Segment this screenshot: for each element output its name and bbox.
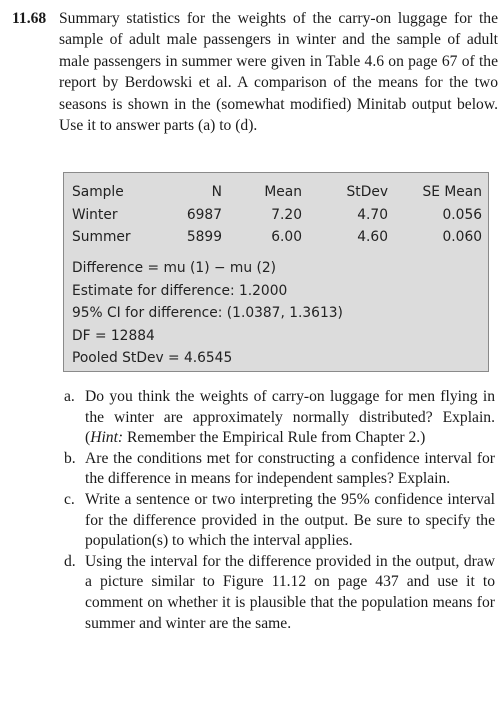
degrees-of-freedom-line: DF = 12884 [72,327,155,344]
pooled-stdev-line: Pooled StDev = 4.6545 [72,350,233,367]
difference-line: Difference = mu (1) − mu (2) [72,260,277,276]
exercise-block [12,8,498,136]
cell-se-mean: 0.056 [442,206,482,223]
hint-label: Hint: [90,429,124,447]
exercise-number: 11.68 [12,10,47,27]
cell-n: 5899 [186,229,222,246]
header-se-mean: SE Mean [422,184,482,201]
header-mean: Mean [264,184,302,201]
exercise-intro-text: Summary statistics for the weights of the carry-on luggage for the sample of adult male passengers in winter and the sample of adult male passengers in summer were given in Table 4.6 on page 67 of the report by Berdowski et al. A comparison of the means for the two seasons is shown in the (somewhat modified) Minitab output below. Use it to answer parts (a) to (d). [59,10,498,135]
part-text: Write a sentence or two interpreting the 95% confidence interval for the difference provided in the output. Be sure to specify the population(s) to which the interval applies. [85,490,495,550]
cell-stdev: 4.60 [357,229,388,246]
minitab-stats-lines [72,257,343,370]
cell-mean: 6.00 [271,229,302,246]
table-row [72,204,482,227]
list-item [63,552,495,634]
header-n: N [211,184,222,201]
part-letter: c. [64,490,75,508]
cell-mean: 7.20 [271,206,302,223]
part-letter: a. [64,388,75,405]
part-text: Using the interval for the difference provided in the output, draw a picture similar to Figure 11.12 on page 437 and use it to comment on whether it is plausible that the population means for summer and winter are the same. [85,552,495,632]
exercise-intro-paragraph [12,8,498,136]
table-row [72,226,482,249]
minitab-summary-table [72,181,482,249]
part-letter: b. [64,449,76,467]
header-stdev: StDev [346,184,388,201]
header-sample: Sample [72,184,124,201]
part-text-before: Do you think the weights of carry-on luggage for men flying in the winter are approximately normally distributed? Explain. ( [85,388,495,447]
list-item [63,490,495,552]
cell-n: 6987 [186,206,222,223]
part-text: Are the conditions met for constructing a confidence interval for the difference in means for independent samples? Explain. [85,449,495,488]
cell-sample: Summer [72,229,131,246]
cell-stdev: 4.70 [357,206,388,223]
cell-sample: Winter [72,206,118,223]
part-text [85,387,495,449]
minitab-output-box [63,172,489,372]
list-item [63,449,495,490]
estimate-line: Estimate for difference: 1.2000 [72,282,288,299]
cell-se-mean: 0.060 [442,229,482,246]
part-letter: d. [64,552,76,570]
question-parts-list [63,387,495,634]
list-item [63,387,495,449]
part-text-after: Remember the Empirical Rule from Chapter 2.) [123,429,426,447]
table-header-row [72,181,482,204]
confidence-interval-line: 95% CI for difference: (1.0387, 1.3613) [72,305,343,322]
